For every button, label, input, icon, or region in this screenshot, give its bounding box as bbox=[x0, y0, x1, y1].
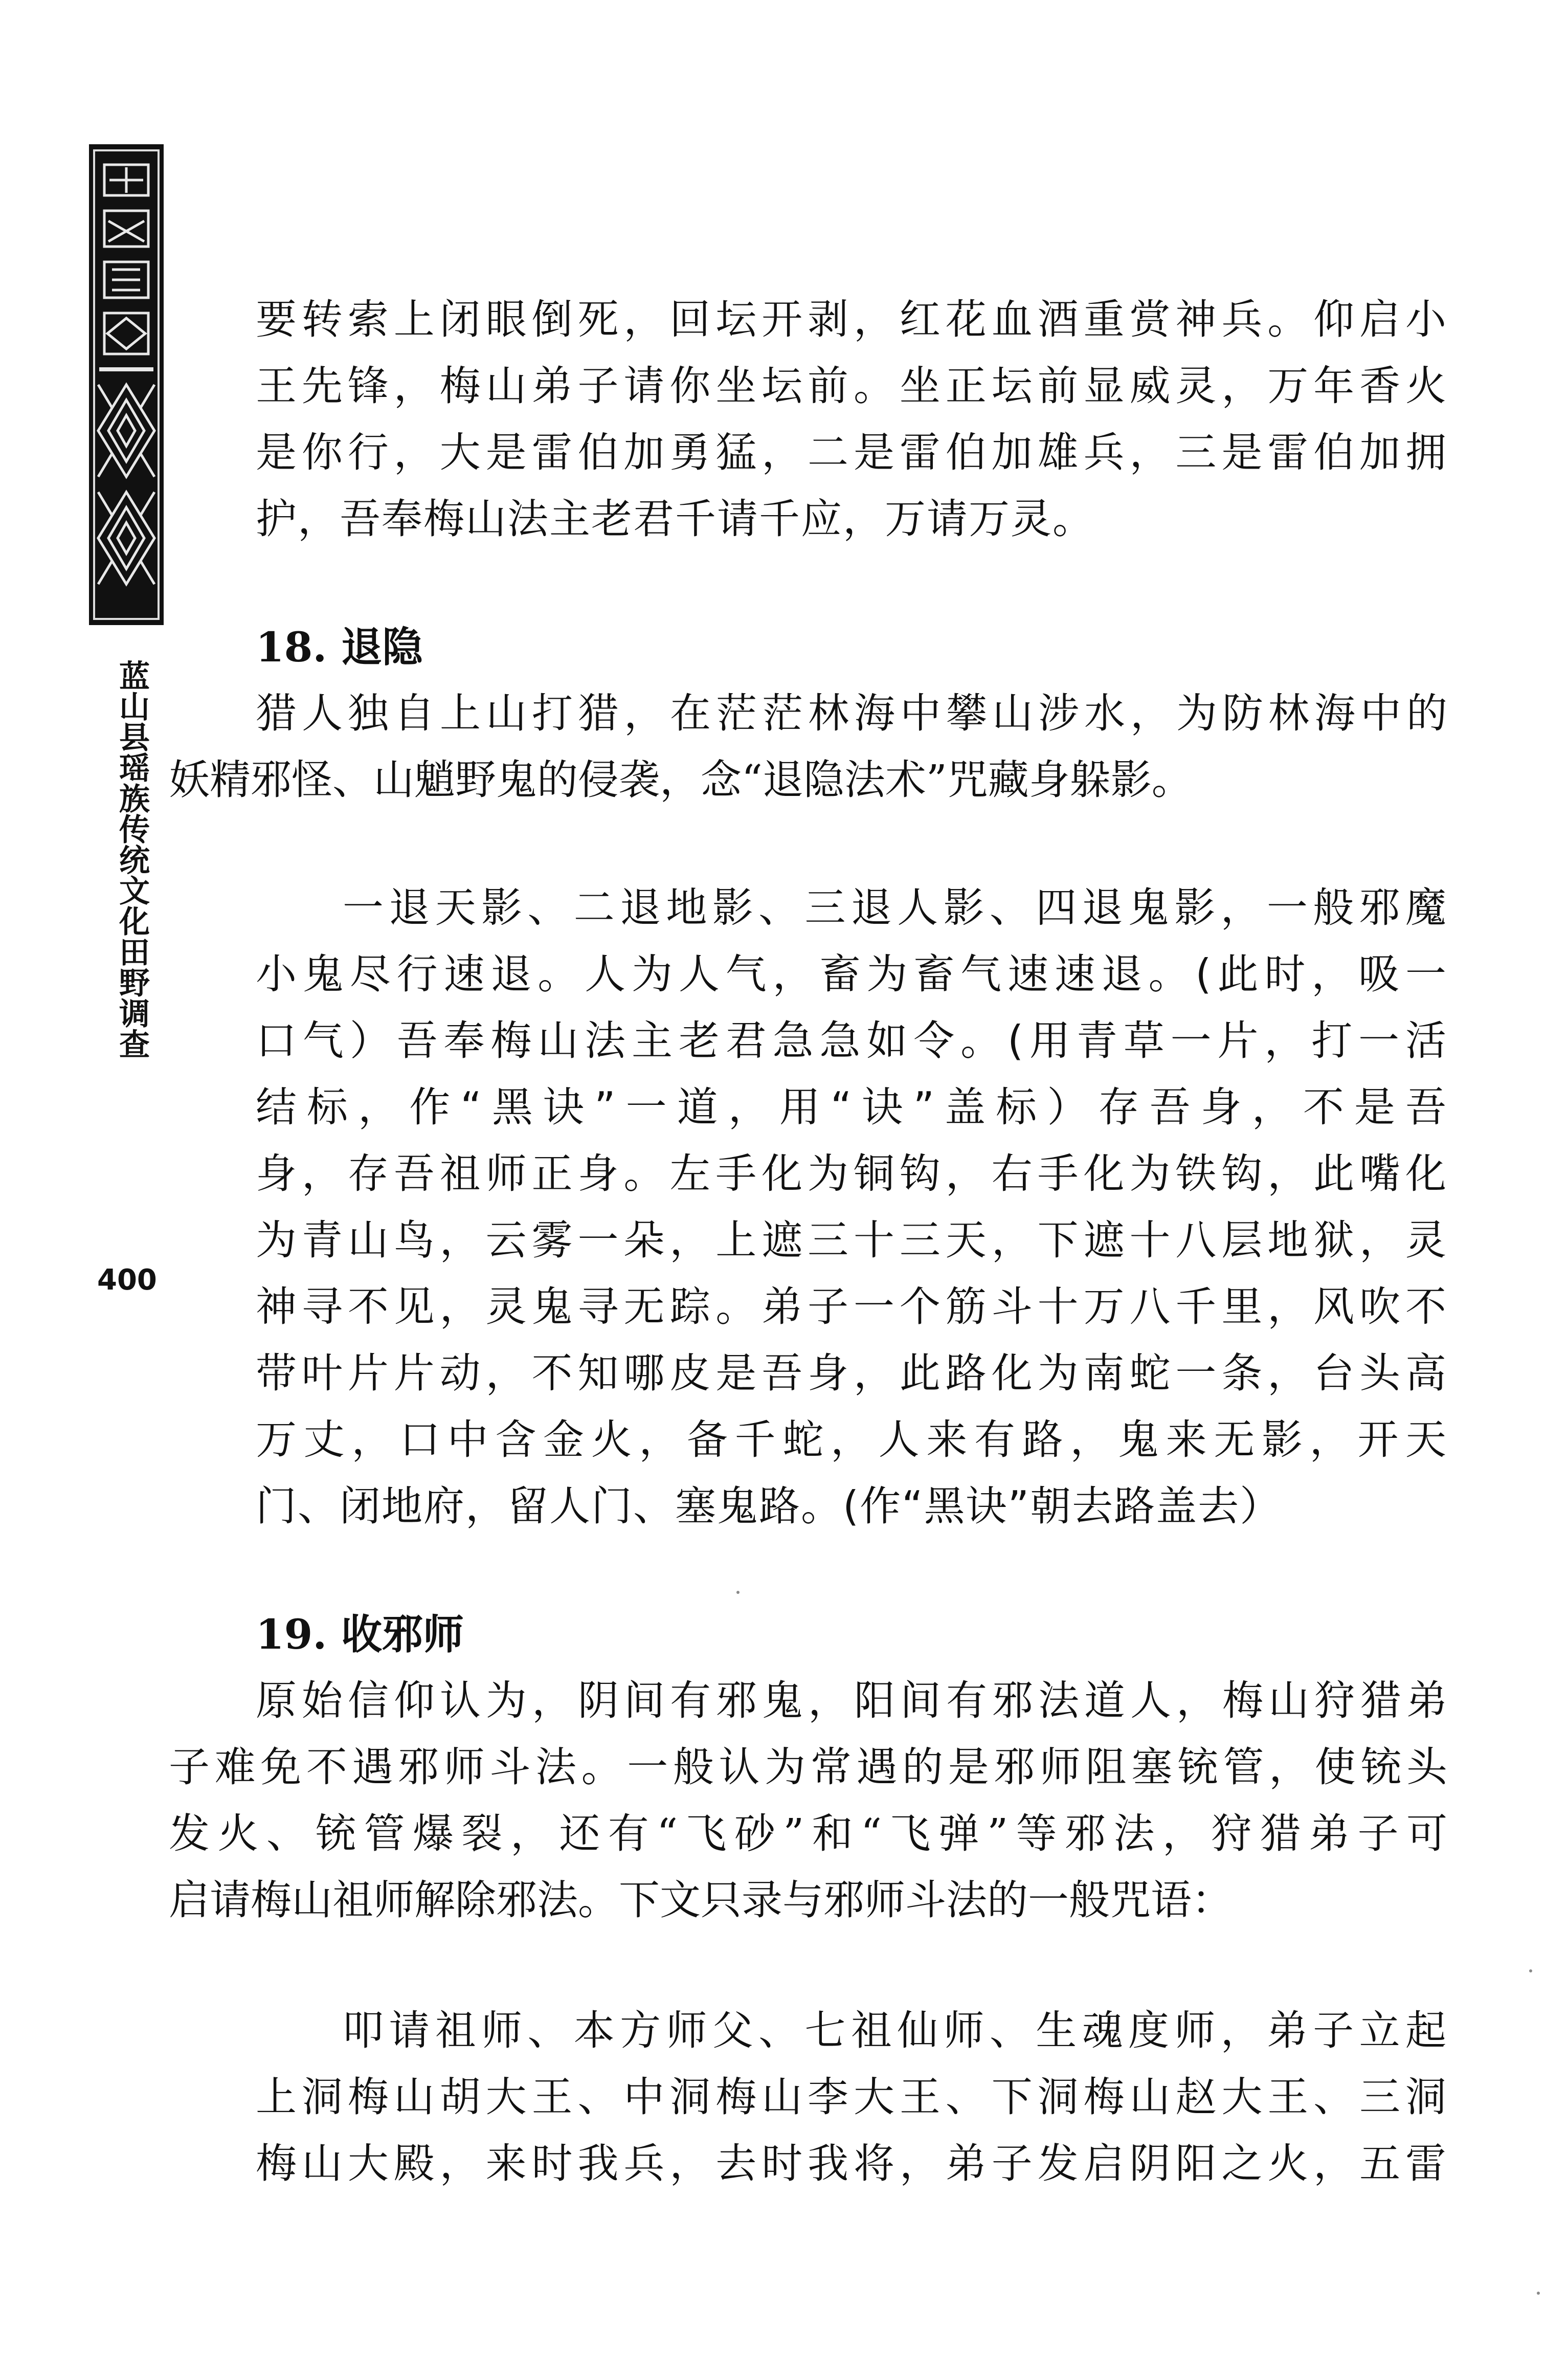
incantation-line: 叩请祖师、本方师父、七祖仙师、生魂度师，弟子立起 bbox=[343, 2007, 1447, 2054]
section-heading-19: 19. 收邪师 bbox=[256, 1610, 464, 1658]
book-title-vertical: 蓝山县瑶族传统文化田野调查 bbox=[114, 660, 150, 1059]
scan-speck bbox=[1529, 1969, 1532, 1972]
scan-speck bbox=[736, 1591, 740, 1594]
incantation-line: 万丈，口中含金火，备千蛇，人来有路，鬼来无影，开天 bbox=[256, 1416, 1447, 1463]
incantation-line: 神寻不见，灵鬼寻无踪。弟子一个筋斗十万八千里，风吹不 bbox=[256, 1283, 1447, 1330]
woven-pattern-icon bbox=[89, 144, 164, 625]
paragraph-line: 发火、铳管爆裂，还有“飞砂”和“飞弹”等邪法，狩猎弟子可 bbox=[169, 1810, 1447, 1857]
incantation-line: 带叶片片动，不知哪皮是吾身，此路化为南蛇一条，台头高 bbox=[256, 1349, 1447, 1397]
paragraph-line: 子难免不遇邪师斗法。一般认为常遇的是邪师阻塞铳管，使铳头 bbox=[169, 1743, 1447, 1791]
scan-speck bbox=[1537, 2292, 1540, 2295]
incantation-line: 口气）吾奉梅山法主老君急急如令。(用青草一片，打一活 bbox=[256, 1017, 1447, 1064]
decorative-pattern-strip bbox=[89, 144, 164, 625]
paragraph-line: 原始信仰认为，阴间有邪鬼，阳间有邪法道人，梅山狩猎弟 bbox=[256, 1677, 1447, 1724]
section-heading-18: 18. 退隐 bbox=[256, 623, 423, 671]
page-number: 400 bbox=[97, 1263, 157, 1297]
incantation-line: 要转索上闭眼倒死，回坛开剥，红花血酒重赏神兵。仰启小 bbox=[256, 296, 1447, 343]
incantation-line: 为青山鸟，云雾一朵，上遮三十三天，下遮十八层地狱，灵 bbox=[256, 1216, 1447, 1264]
incantation-line: 护，吾奉梅山法主老君千请千应，万请万灵。 bbox=[256, 495, 1094, 543]
incantation-line: 是你行，大是雷伯加勇猛，二是雷伯加雄兵，三是雷伯加拥 bbox=[256, 429, 1447, 476]
paragraph-line: 猎人独自上山打猎，在茫茫林海中攀山涉水，为防林海中的 bbox=[256, 690, 1447, 737]
paragraph-line: 妖精邪怪、山魈野鬼的侵袭，念“退隐法术”咒藏身躲影。 bbox=[169, 756, 1193, 804]
incantation-line: 梅山大殿，来时我兵，去时我将，弟子发启阴阳之火，五雷 bbox=[256, 2140, 1447, 2187]
incantation-line: 门、闭地府，留人门、塞鬼路。(作“黑诀”朝去路盖去） bbox=[256, 1482, 1282, 1530]
incantation-line: 结标，作“黑诀”一道，用“诀”盖标）存吾身，不是吾 bbox=[256, 1083, 1447, 1131]
incantation-line: 小鬼尽行速退。人为人气，畜为畜气速速退。(此时，吸一 bbox=[256, 950, 1447, 998]
incantation-line: 身，存吾祖师正身。左手化为铜钩，右手化为铁钩，此嘴化 bbox=[256, 1150, 1447, 1197]
incantation-line: 一退天影、二退地影、三退人影、四退鬼影，一般邪魔 bbox=[343, 884, 1447, 931]
incantation-line: 王先锋，梅山弟子请你坐坛前。坐正坛前显威灵，万年香火 bbox=[256, 362, 1447, 410]
incantation-line: 上洞梅山胡大王、中洞梅山李大王、下洞梅山赵大王、三洞 bbox=[256, 2073, 1447, 2121]
paragraph-line: 启请梅山祖师解除邪法。下文只录与邪师斗法的一般咒语： bbox=[169, 1876, 1233, 1924]
